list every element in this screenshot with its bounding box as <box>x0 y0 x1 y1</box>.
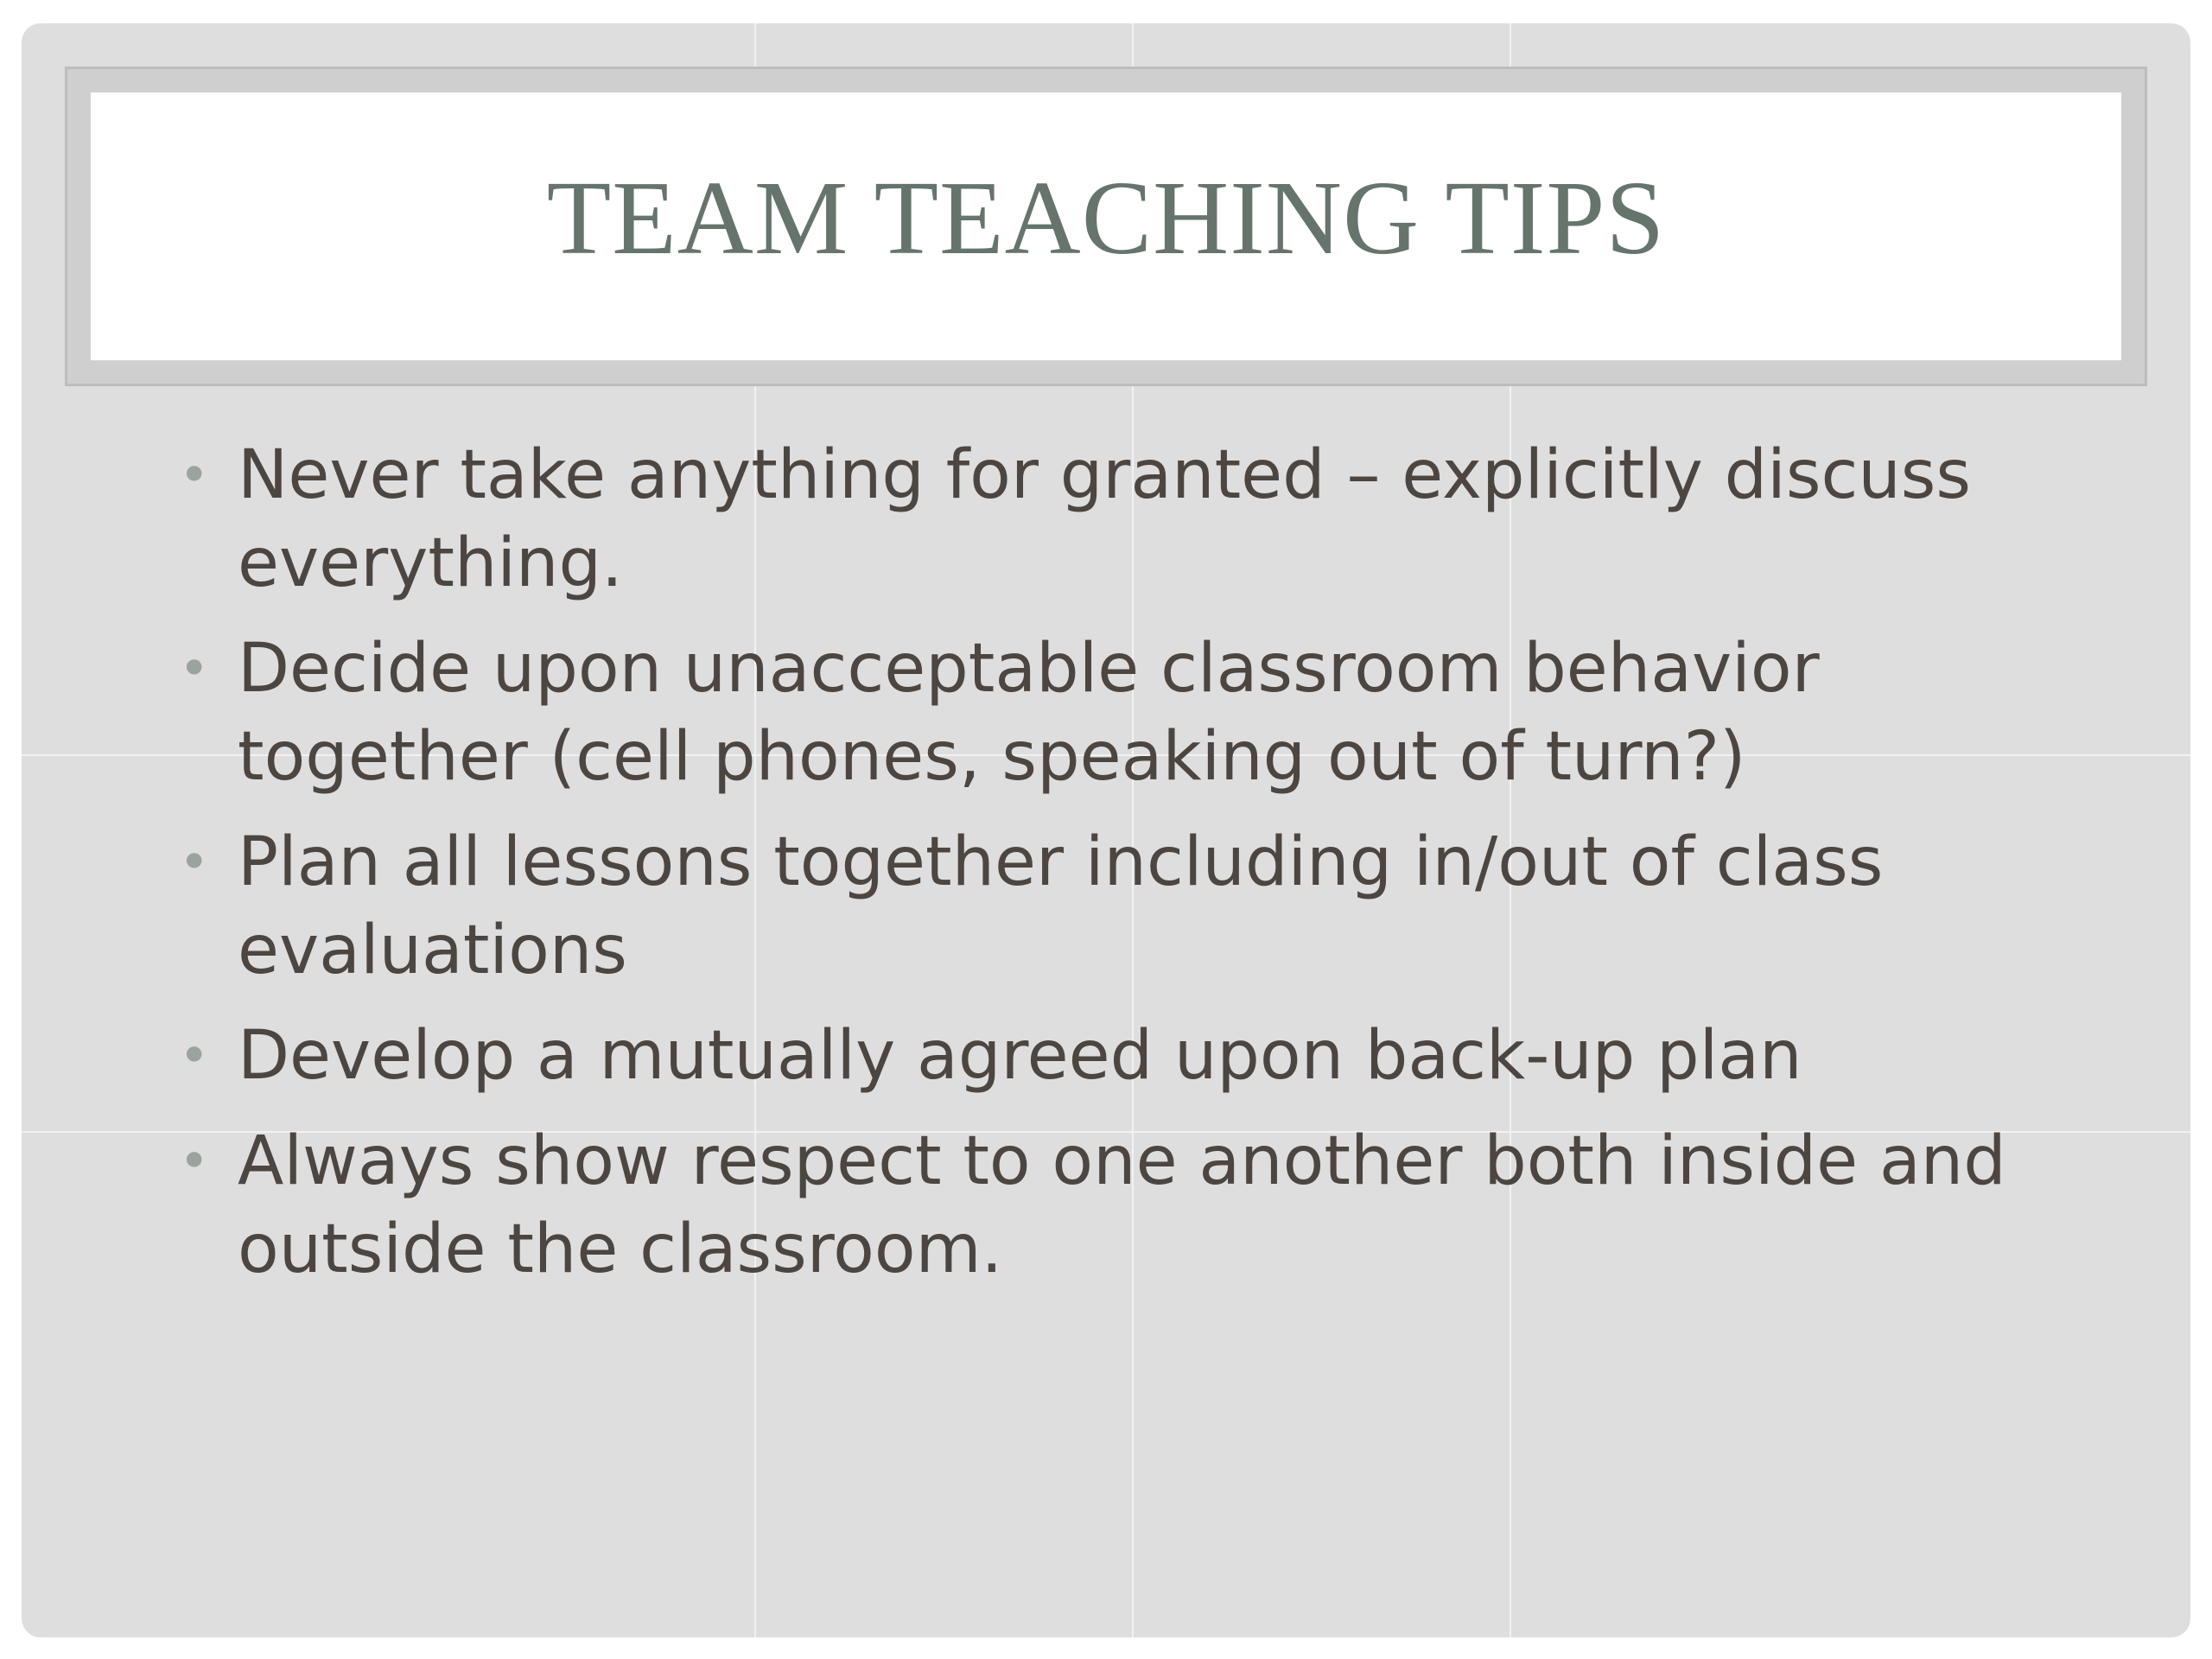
bullet-item <box>160 431 2113 607</box>
title-box <box>91 92 2121 360</box>
bullet-item <box>160 1117 2113 1294</box>
bullet-item <box>160 1012 2113 1100</box>
bullet-icon: • <box>179 639 210 699</box>
bullet-item <box>160 625 2113 801</box>
bullet-list <box>160 431 2113 1311</box>
bullet-item <box>160 818 2113 995</box>
slide <box>22 23 2190 1637</box>
bullet-icon: • <box>179 1131 210 1192</box>
bullet-icon: • <box>179 1026 210 1086</box>
bullet-icon: • <box>179 832 210 893</box>
slide-title: TEAM TEACHING TIPS <box>546 160 1666 276</box>
title-frame <box>65 67 2147 386</box>
bullet-text: Never take anything for granted – explicitly discuss everything. <box>238 436 1972 602</box>
bullet-text: Plan all lessons together including in/out of class evaluations <box>238 823 1884 989</box>
bullet-text: Develop a mutually agreed upon back-up plan <box>238 1017 1802 1095</box>
bullet-text: Always show respect to one another both inside and outside the classroom. <box>238 1122 2006 1288</box>
bullet-icon: • <box>179 445 210 505</box>
bullet-text: Decide upon unacceptable classroom behavior together (cell phones, speaking out of turn?) <box>238 630 1820 796</box>
